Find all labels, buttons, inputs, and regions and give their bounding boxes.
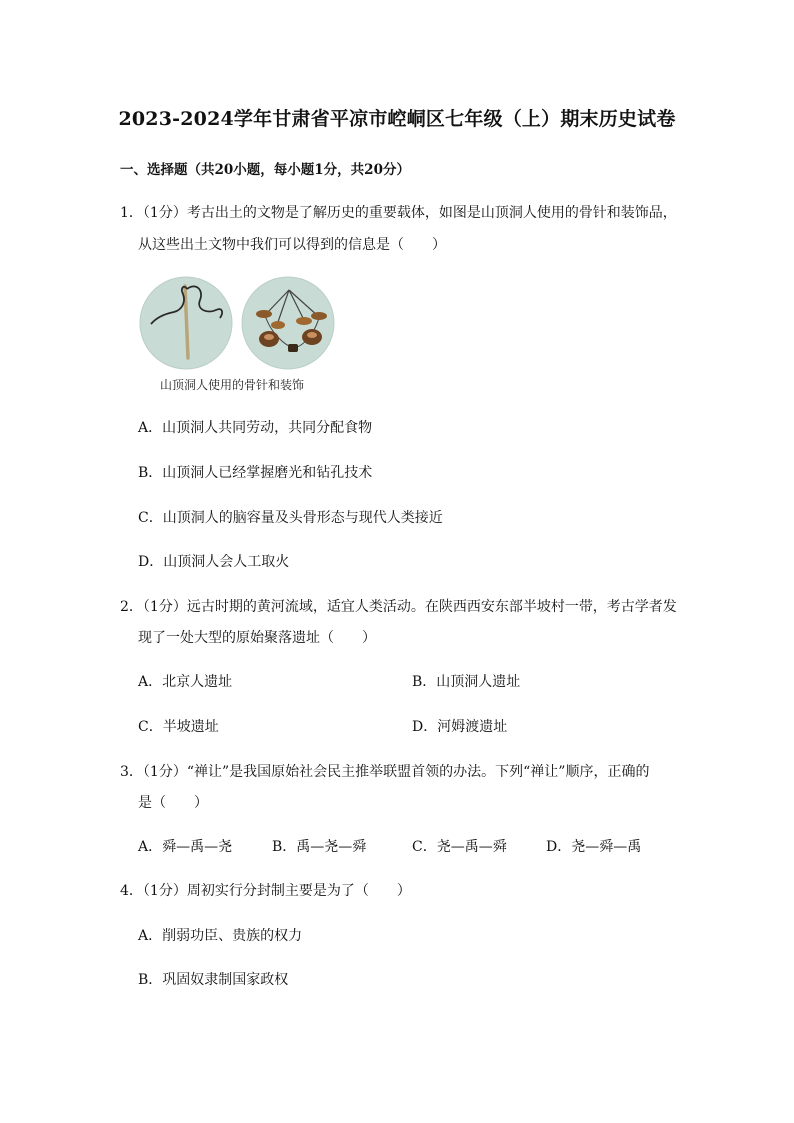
question-2-text-line-2: 现了一处大型的原始聚落遗址（ ） [138, 630, 376, 646]
question-4-option-a[interactable]: A．削弱功臣、贵族的权力 [138, 928, 303, 944]
question-4-option-b[interactable]: B．巩固奴隶制国家政权 [138, 972, 289, 988]
figure-caption: 山顶洞人使用的骨针和装饰 [160, 378, 305, 392]
question-1-text-line-1: 1．（1分）考古出土的文物是了解历史的重要载体，如图是山顶洞人使用的骨针和装饰品， [120, 205, 677, 221]
question-2-option-c[interactable]: C．半坡遗址 [138, 719, 219, 735]
question-2-option-a[interactable]: A．北京人遗址 [138, 674, 233, 690]
page-title: 2023-2024学年甘肃省平凉市崆峒区七年级（上）期末历史试卷 [118, 108, 676, 130]
question-3-text-line-1: 3．（1分）“禅让”是我国原始社会民主推举联盟首领的办法。下列“禅让”顺序，正确的 [120, 764, 650, 780]
bone-needle-image [140, 277, 232, 369]
question-2-option-d[interactable]: D．河姆渡遗址 [412, 719, 508, 735]
question-1-option-d[interactable]: D．山顶洞人会人工取火 [138, 554, 290, 570]
bone-needle-and-ornament-figure [138, 276, 338, 376]
question-1-option-c[interactable]: C．山顶洞人的脑容量及头骨形态与现代人类接近 [138, 510, 443, 526]
question-4-text-line-1: 4．（1分）周初实行分封制主要是为了（ ） [120, 883, 411, 899]
question-3-option-a[interactable]: A．舜—禹—尧 [138, 839, 233, 855]
question-3-option-d[interactable]: D．尧—舜—禹 [546, 839, 642, 855]
question-1-text-line-2: 从这些出土文物中我们可以得到的信息是（ ） [138, 237, 446, 253]
section-heading: 一、选择题（共20小题，每小题1分，共20分） [120, 162, 410, 178]
question-2-text-line-1: 2．（1分）远古时期的黄河流域，适宜人类活动。在陕西西安东部半坡村一带，考古学者发 [120, 599, 677, 615]
question-1-option-a[interactable]: A．山顶洞人共同劳动，共同分配食物 [138, 420, 373, 436]
question-3-option-c[interactable]: C．尧—禹—舜 [412, 839, 507, 855]
question-3-text-line-2: 是（ ） [138, 795, 208, 811]
question-1-option-b[interactable]: B．山顶洞人已经掌握磨光和钻孔技术 [138, 465, 373, 481]
question-2-option-b[interactable]: B．山顶洞人遗址 [412, 674, 521, 690]
question-3-option-b[interactable]: B．禹—尧—舜 [272, 839, 367, 855]
ornament-image [242, 277, 334, 369]
